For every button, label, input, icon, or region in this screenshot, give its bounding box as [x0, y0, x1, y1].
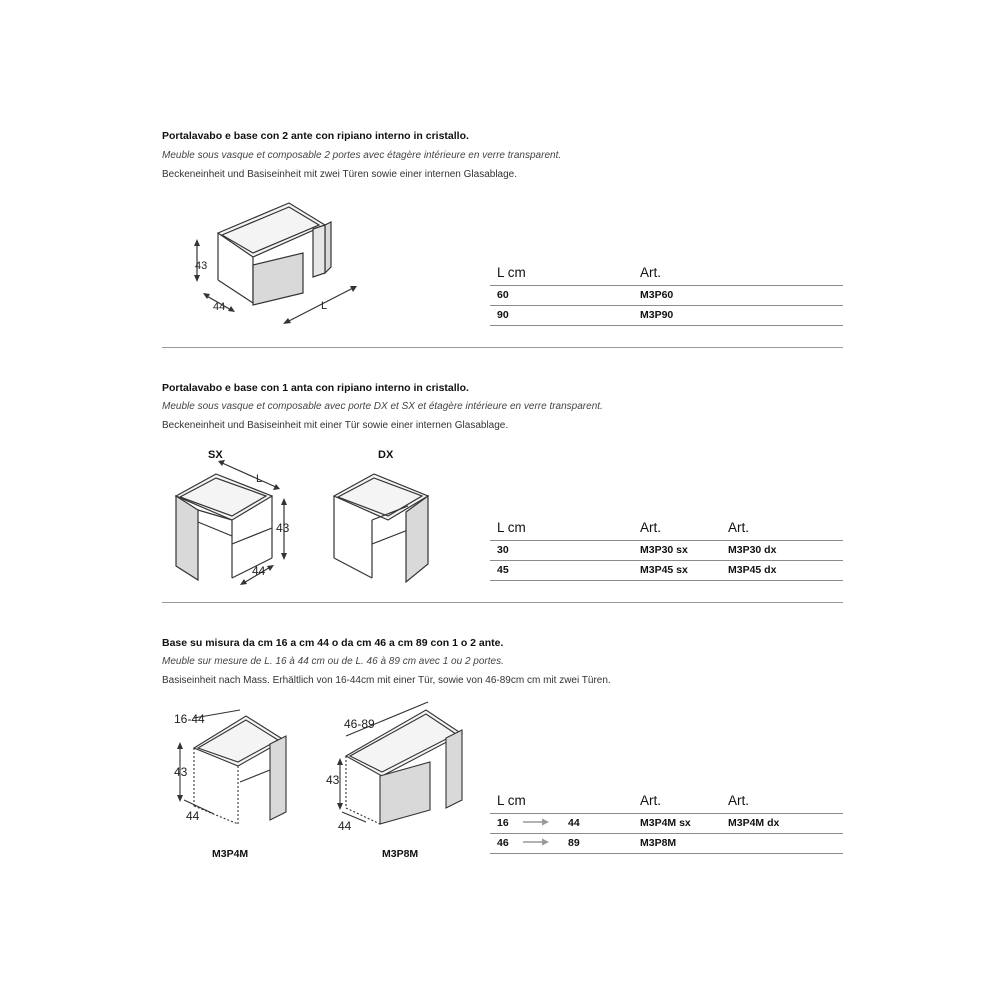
cell-length-to: 89: [568, 837, 580, 849]
header-art-dx: Art.: [728, 793, 750, 808]
table-row: [490, 561, 843, 581]
cell-art-dx: M3P4M dx: [728, 817, 780, 829]
dim-depth-label: 44: [252, 564, 266, 578]
section-title: Portalavabo e base con 2 ante con ripiano interno in cristallo.: [162, 130, 469, 142]
table-header: [490, 518, 843, 541]
right-depth-label: 44: [338, 819, 352, 833]
right-height-label: 43: [326, 773, 340, 787]
cell-art-sx: M3P45 sx: [640, 564, 688, 576]
left-width-label: 16-44: [174, 712, 205, 726]
cell-length-from: 46: [497, 837, 509, 849]
section-subtitle-de: Beckeneinheit und Basiseinheit mit einer Tür sowie einer internen Glasablage.: [162, 420, 509, 431]
table-header: [490, 263, 843, 286]
header-l-cm: L cm: [497, 793, 526, 808]
left-code-label: M3P4M: [212, 848, 249, 860]
article-table: [490, 791, 843, 854]
section-subtitle-de: Basiseinheit nach Mass. Erhältlich von 16-44cm mit einer Tür, sowie von 46-89cm cm mit zwei Türen.: [162, 675, 611, 686]
cell-length: 90: [497, 309, 509, 321]
table-row: [490, 814, 843, 834]
section-subtitle-de: Beckeneinheit und Basiseinheit mit zwei Türen sowie einer internen Glasablage.: [162, 169, 518, 180]
header-l-cm: L cm: [497, 265, 526, 280]
table-row: [490, 286, 843, 306]
cell-art-dx: M3P45 dx: [728, 564, 777, 576]
dim-length-label: L: [321, 300, 328, 312]
header-art-sx: Art.: [640, 793, 662, 808]
cell-art: M3P90: [640, 309, 674, 321]
cabinet-two-doors-drawing: [185, 195, 375, 330]
table-row: [490, 834, 843, 854]
left-height-label: 43: [174, 765, 188, 779]
range-arrow-icon: [523, 838, 549, 846]
section-subtitle-fr: Meuble sur mesure de L. 16 à 44 cm ou de L. 46 à 89 cm avec 1 ou 2 portes.: [162, 656, 504, 667]
dim-height-label: 43: [276, 521, 290, 535]
section-subtitle-fr: Meuble sous vasque et composable avec porte DX et SX et étagère intérieure en verre transparent.: [162, 401, 603, 412]
header-l-cm: L cm: [497, 520, 526, 535]
header-art-sx: Art.: [640, 520, 662, 535]
section-subtitle-fr: Meuble sous vasque et composable 2 portes avec étagère intérieure en verre transparent.: [162, 150, 562, 161]
custom-base-drawings: [160, 700, 480, 865]
header-art-dx: Art.: [728, 520, 750, 535]
cell-length-from: 16: [497, 817, 509, 829]
cell-length-to: 44: [568, 817, 580, 829]
section-divider: [162, 602, 843, 603]
cabinet-one-door-drawings: [160, 440, 450, 590]
section-title: Base su misura da cm 16 a cm 44 o da cm 46 a cm 89 con 1 o 2 ante.: [162, 637, 504, 649]
header-art: Art.: [640, 265, 662, 280]
dim-depth-label: 44: [213, 301, 226, 313]
cell-length: 45: [497, 564, 509, 576]
right-code-label: M3P8M: [382, 848, 419, 860]
cell-art-sx: M3P30 sx: [640, 544, 688, 556]
cell-art-sx: M3P4M sx: [640, 817, 691, 829]
cell-length: 30: [497, 544, 509, 556]
cell-length: 60: [497, 289, 509, 301]
section-title: Portalavabo e base con 1 anta con ripiano interno in cristallo.: [162, 382, 469, 394]
dim-height-label: 43: [195, 260, 208, 272]
label-dx: DX: [378, 449, 394, 461]
article-table: [490, 518, 843, 581]
table-header: [490, 791, 843, 814]
cell-art: M3P60: [640, 289, 674, 301]
cell-art-dx: M3P30 dx: [728, 544, 777, 556]
table-row: [490, 306, 843, 326]
dim-length-label: L: [256, 473, 263, 485]
table-row: [490, 541, 843, 561]
range-arrow-icon: [523, 818, 549, 826]
left-depth-label: 44: [186, 809, 200, 823]
section-divider: [162, 347, 843, 348]
right-width-label: 46-89: [344, 717, 375, 731]
cell-art: M3P8M: [640, 837, 677, 849]
label-sx: SX: [208, 449, 223, 461]
article-table: [490, 263, 843, 326]
